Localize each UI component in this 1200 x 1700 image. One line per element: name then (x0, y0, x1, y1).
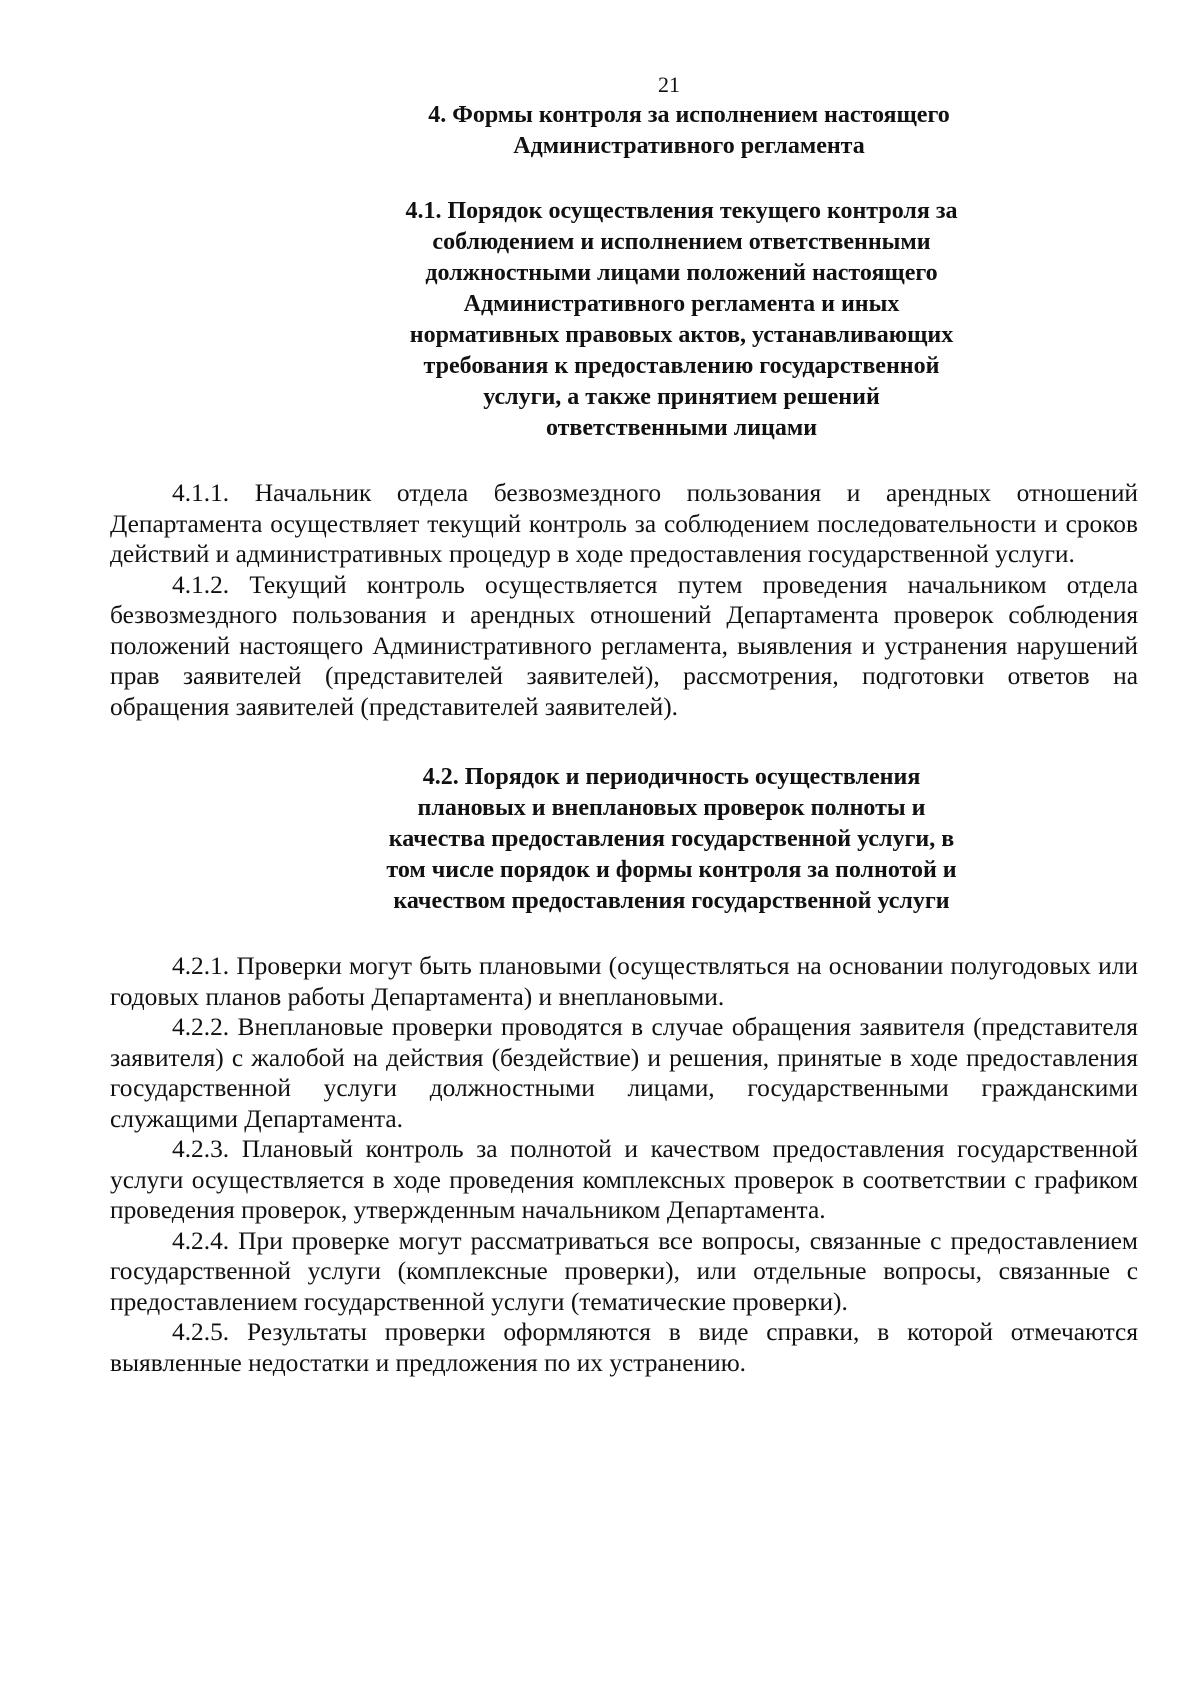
section-4-2-heading: 4.2. Порядок и периодичность осуществления плановых и внеплановых проверок полноты и качества предоставления государственной услуги, в том числе порядок и формы контроля за полнотой и качеством предоставления государственной услуги (386, 764, 957, 914)
paragraph-4-1-1: 4.1.1. Начальник отдела безвозмездного пользования и арендных отношений Департамента осуществляет текущий контроль за соблюдением последовательности и сроков действий и административных процедур в ходе предоставления государственной услуги. (110, 479, 1138, 568)
section-4-2-body (110, 951, 1138, 1378)
paragraph-4-2-3: 4.2.3. Плановый контроль за полнотой и качеством предоставления государственной услуги осуществляется в ходе проведения комплексных проверок в соответствии с графиком проведения проверок, утвержденным начальником Департамента. (110, 1135, 1138, 1224)
section-4-heading: 4. Формы контроля за исполнением настоящего Административного регламента (428, 102, 950, 159)
paragraph-4-2-5: 4.2.5. Результаты проверки оформляются в виде справки, в которой отмечаются выявленные недостатки и предложения по их устранению. (110, 1318, 1138, 1377)
section-4-1-body (110, 478, 1138, 722)
paragraph-4-2-1: 4.2.1. Проверки могут быть плановыми (осуществляться на основании полугодовых или годовых планов работы Департамента) и внеплановыми. (110, 952, 1138, 1011)
paragraph-4-2-4: 4.2.4. При проверке могут рассматриваться все вопросы, связанные с предоставлением государственной услуги (комплексные проверки), или отдельные вопросы, связанные с предоставлением государственной услуги (тематические проверки). (110, 1226, 1138, 1316)
page-number: 21 (658, 72, 680, 97)
paragraph-4-2-2: 4.2.2. Внеплановые проверки проводятся в случае обращения заявителя (представителя заявителя) с жалобой на действия (бездействие) и решения, принятые в ходе предоставления государственной услуги должностными лицами, государственными гражданскими служащими Департамента. (110, 1013, 1138, 1133)
paragraph-4-1-2: 4.1.2. Текущий контроль осуществляется путем проведения начальником отдела безвозмездного пользования и арендных отношений Департамента проверок соблюдения положений настоящего Административного регламента, выявления и устранения нарушений прав заявителей (представителей заявителей), рассмотрения, подготовки ответов на обращения заявителей (представителей заявителей). (110, 570, 1138, 721)
document-page (110, 70, 1138, 1378)
section-4-1-heading: 4.1. Порядок осуществления текущего контроля за соблюдением и исполнением ответственными должностными лицами положений настоящего Административного регламента и иных нормативных правовых актов, устанавливающих требования к предоставлению государственной услуги, а также принятием решений ответственными лицами (405, 198, 958, 441)
